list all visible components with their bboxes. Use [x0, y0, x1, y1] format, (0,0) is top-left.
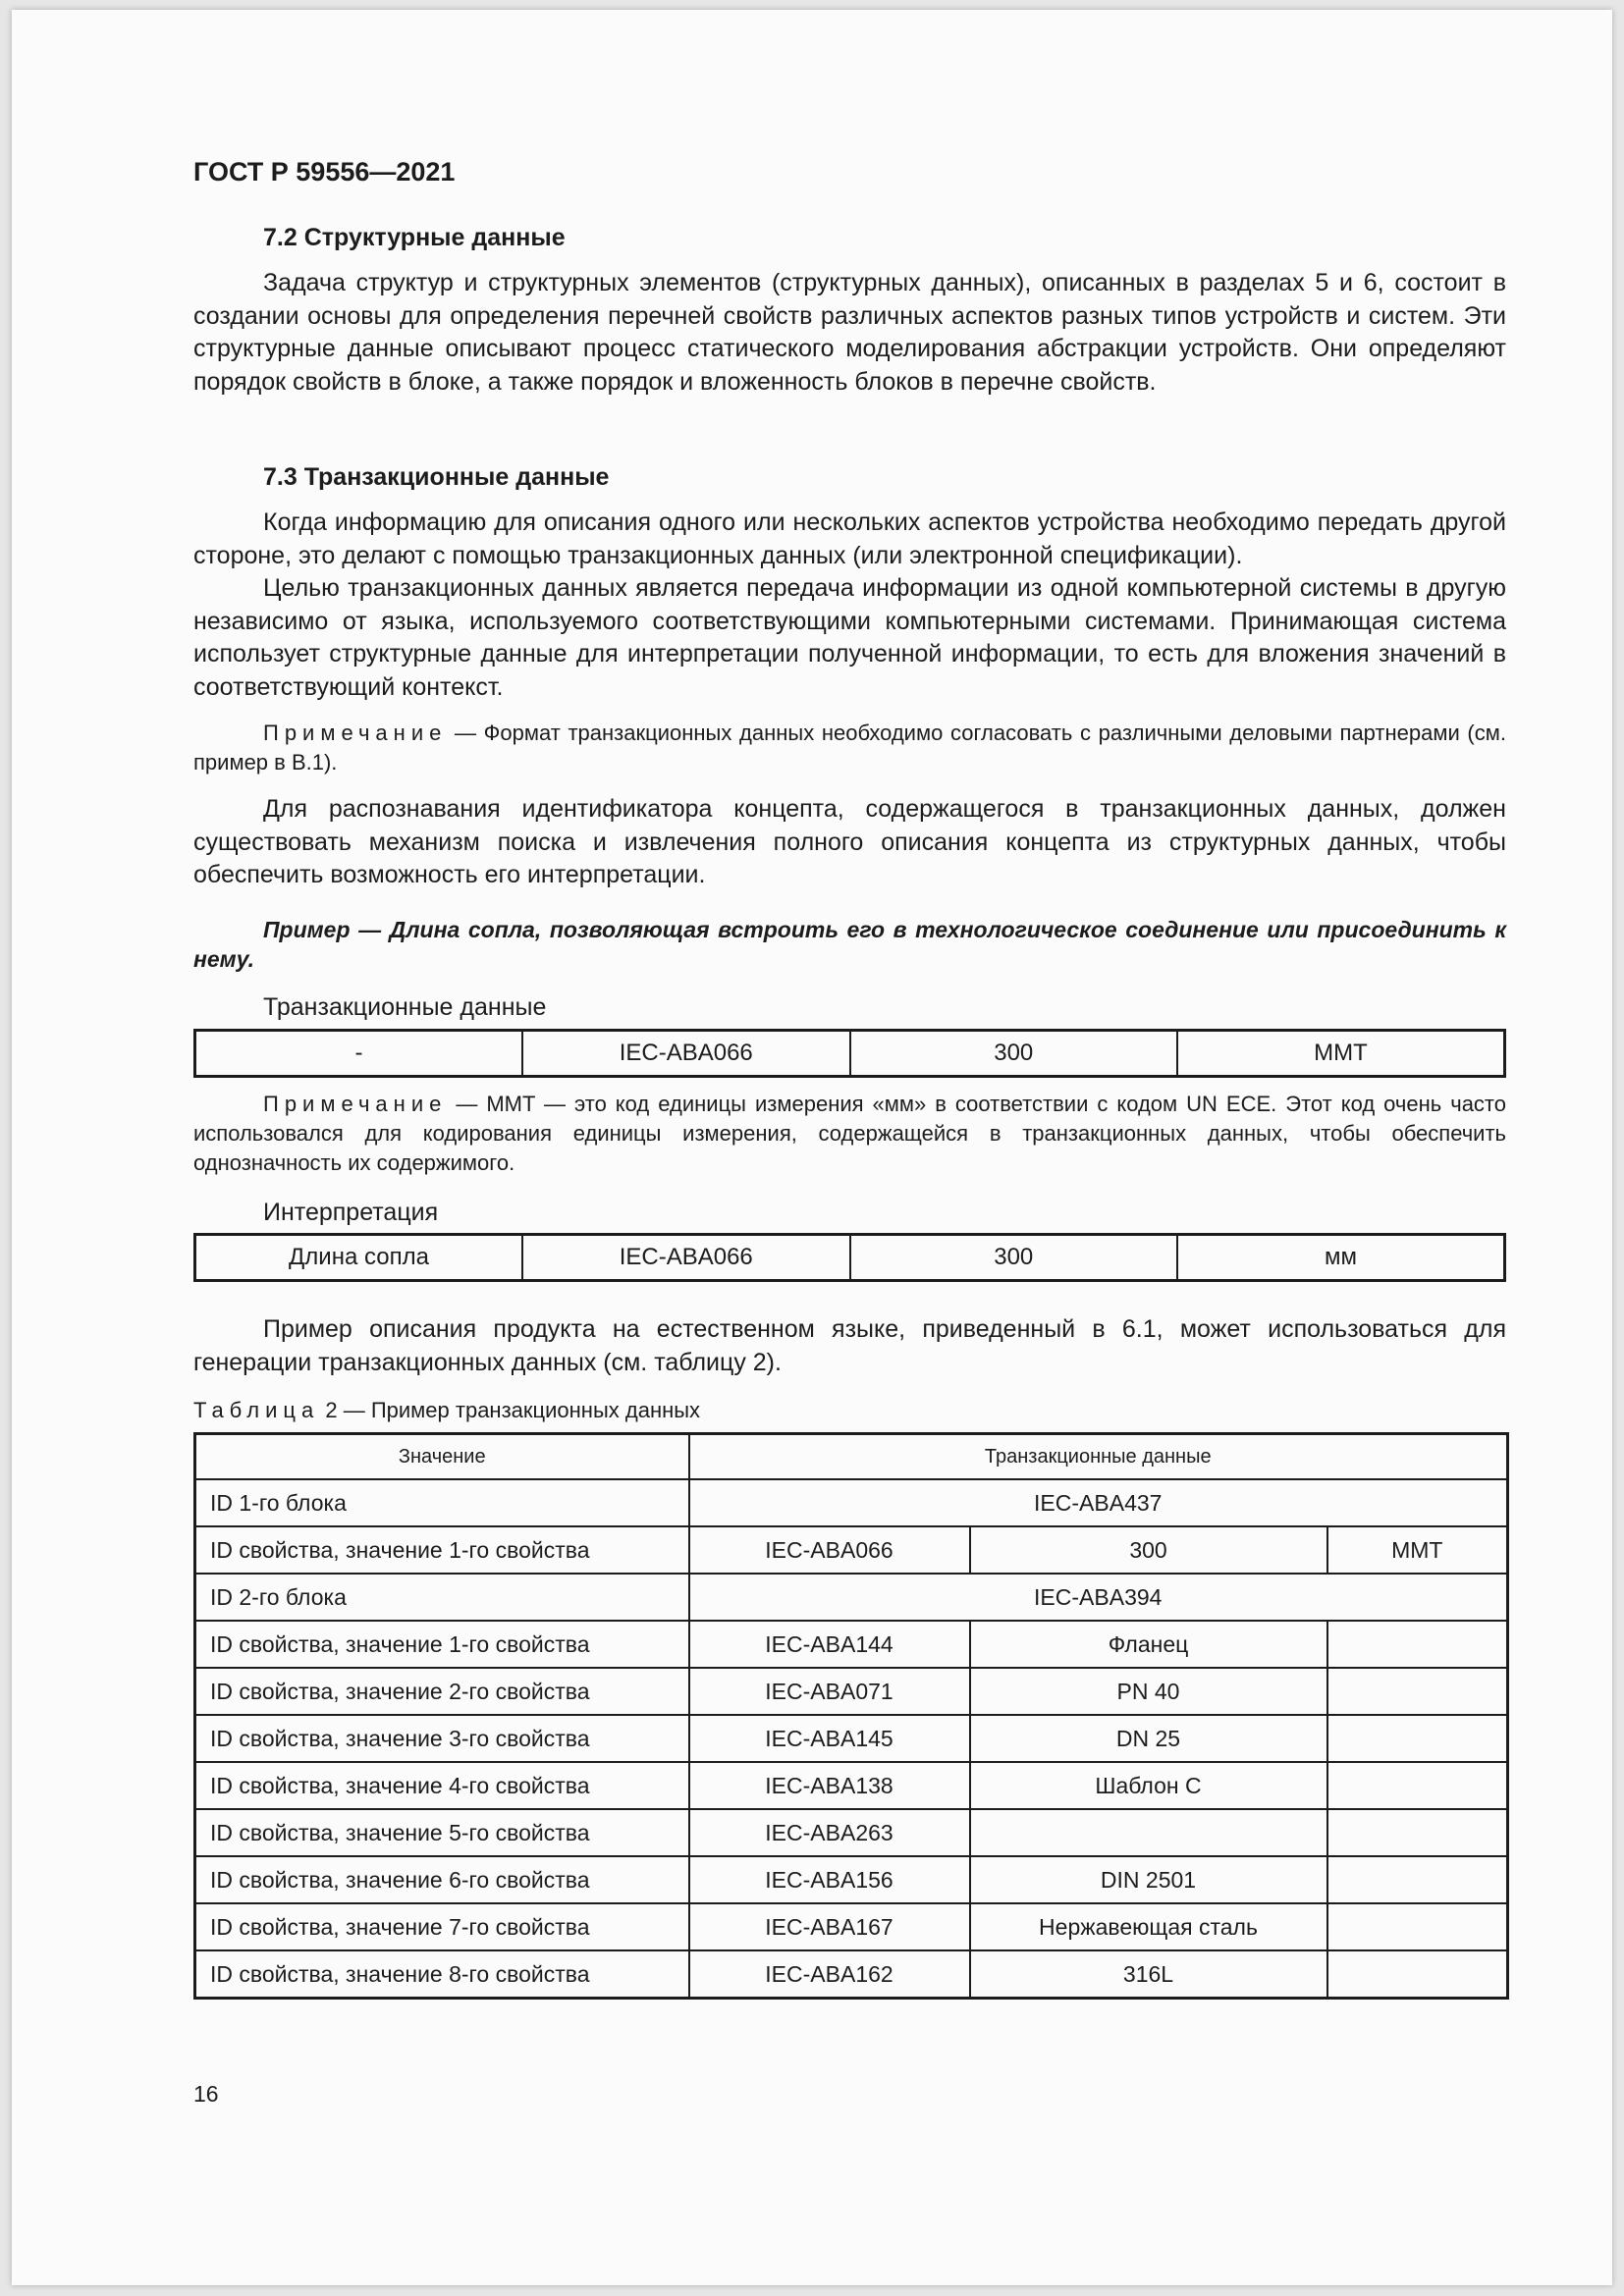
property-unit-cell: [1327, 1715, 1508, 1762]
interpretation-table: [193, 1233, 1506, 1282]
block-id-cell: IEC-ABA394: [689, 1574, 1508, 1621]
table-row: [195, 1668, 1508, 1715]
interpretation-cell: IEC-ABA066: [522, 1235, 850, 1281]
table-2-caption-text: 2 — Пример транзакционных данных: [319, 1398, 701, 1422]
property-value-cell: PN 40: [970, 1668, 1327, 1715]
row-label: ID свойства, значение 1-го свойства: [195, 1621, 689, 1668]
section-7-2-title: 7.2 Структурные данные: [263, 224, 566, 251]
property-unit-cell: MMT: [1327, 1526, 1508, 1574]
table-row: [195, 1762, 1508, 1809]
section-7-3-title: 7.3 Транзакционные данные: [263, 463, 610, 491]
property-id-cell: IEC-ABA145: [689, 1715, 970, 1762]
interpretation-cell: мм: [1177, 1235, 1505, 1281]
table-2-caption: [193, 1398, 700, 1423]
property-unit-cell: [1327, 1668, 1508, 1715]
property-unit-cell: [1327, 1856, 1508, 1903]
row-label: ID свойства, значение 8-го свойства: [195, 1950, 689, 1999]
transaction-cell: IEC-ABA066: [522, 1031, 850, 1077]
transaction-data-table: [193, 1029, 1506, 1078]
example-text: Пример — Длина сопла, позволяющая встроить его в технологическое соединение или присоединить к нему.: [193, 917, 1506, 972]
property-value-cell: DIN 2501: [970, 1856, 1327, 1903]
note-2-label: Примечание: [263, 1092, 448, 1116]
section-7-3-paragraph-1: Когда информацию для описания одного или нескольких аспектов устройства необходимо передать другой стороне, это делают с помощью транзакционных данных (или электронной спецификации).: [193, 508, 1506, 569]
interpretation-label: Интерпретация: [263, 1199, 439, 1226]
column-header-value: Значение: [195, 1434, 689, 1480]
property-unit-cell: [1327, 1950, 1508, 1999]
property-id-cell: IEC-ABA263: [689, 1809, 970, 1856]
interpretation-cell: 300: [850, 1235, 1178, 1281]
row-label: ID свойства, значение 4-го свойства: [195, 1762, 689, 1809]
table-row: [195, 1950, 1508, 1999]
property-unit-cell: [1327, 1903, 1508, 1950]
table-2-header-row: [195, 1434, 1508, 1480]
table-row: [195, 1479, 1508, 1526]
section-7-2-paragraph: Задача структур и структурных элементов (структурных данных), описанных в разделах 5 и 6, состоит в создании основы для определения перечней свойств различных аспектов разных типов устройств и систем. Эти структурные данные описывают процесс статического моделирования абстракции устройств. Они определяют порядок свойств в блоке, а также порядок и вложенность блоков в перечне свойств.: [193, 269, 1506, 396]
property-id-cell: IEC-ABA167: [689, 1903, 970, 1950]
document-header: ГОСТ Р 59556—2021: [193, 157, 456, 187]
row-label: ID свойства, значение 1-го свойства: [195, 1526, 689, 1574]
table-row: [195, 1574, 1508, 1621]
property-id-cell: IEC-ABA144: [689, 1621, 970, 1668]
property-value-cell: Шаблон С: [970, 1762, 1327, 1809]
row-label: ID свойства, значение 6-го свойства: [195, 1856, 689, 1903]
table-2: [193, 1432, 1509, 2000]
table-row: [195, 1903, 1508, 1950]
transaction-data-label: Транзакционные данные: [263, 993, 547, 1021]
property-value-cell: DN 25: [970, 1715, 1327, 1762]
property-id-cell: IEC-ABA138: [689, 1762, 970, 1809]
property-id-cell: IEC-ABA162: [689, 1950, 970, 1999]
table-row: [195, 1809, 1508, 1856]
property-value-cell: Нержавеющая сталь: [970, 1903, 1327, 1950]
table-row: [195, 1526, 1508, 1574]
transaction-cell: 300: [850, 1031, 1178, 1077]
note-1: [193, 719, 1506, 777]
property-unit-cell: [1327, 1762, 1508, 1809]
row-label: ID свойства, значение 5-го свойства: [195, 1809, 689, 1856]
note-2: [193, 1090, 1506, 1178]
note-1-text: — Формат транзакционных данных необходимо согласовать с различными деловыми партнерами (см. пример в В.1).: [193, 721, 1506, 774]
property-id-cell: IEC-ABA066: [689, 1526, 970, 1574]
table-row: [195, 1621, 1508, 1668]
property-value-cell: 316L: [970, 1950, 1327, 1999]
block-id-cell: IEC-ABA437: [689, 1479, 1508, 1526]
note-1-label: Примечание: [263, 721, 448, 745]
section-7-3-paragraph-4: Пример описания продукта на естественном языке, приведенный в 6.1, может использоваться для генерации транзакционных данных (см. таблицу 2).: [193, 1315, 1506, 1376]
document-page: [12, 10, 1612, 2285]
property-id-cell: IEC-ABA071: [689, 1668, 970, 1715]
property-value-cell: [970, 1809, 1327, 1856]
row-label: ID свойства, значение 2-го свойства: [195, 1668, 689, 1715]
row-label: ID свойства, значение 3-го свойства: [195, 1715, 689, 1762]
property-unit-cell: [1327, 1809, 1508, 1856]
property-unit-cell: [1327, 1621, 1508, 1668]
table-2-caption-label: Таблица: [193, 1398, 320, 1422]
note-2-text: — MMT — это код единицы измерения «мм» в соответствии с кодом UN ECE. Этот код очень часто использовался для кодирования единицы измерения, содержащейся в транзакционных данных, чтобы обеспечить однозначность их содержимого.: [193, 1092, 1506, 1175]
property-id-cell: IEC-ABA156: [689, 1856, 970, 1903]
row-label: ID 2-го блока: [195, 1574, 689, 1621]
table-row: [195, 1856, 1508, 1903]
transaction-cell: MMT: [1177, 1031, 1505, 1077]
column-header-transaction-data: Транзакционные данные: [689, 1434, 1508, 1480]
section-7-3-paragraph-3: Для распознавания идентификатора концепта, содержащегося в транзакционных данных, должен существовать механизм поиска и извлечения полного описания концепта из структурных данных, чтобы обеспечить возможность его интерпретации.: [193, 795, 1506, 888]
transaction-cell: -: [195, 1031, 523, 1077]
interpretation-cell: Длина сопла: [195, 1235, 523, 1281]
row-label: ID свойства, значение 7-го свойства: [195, 1903, 689, 1950]
table-row: [195, 1715, 1508, 1762]
row-label: ID 1-го блока: [195, 1479, 689, 1526]
property-value-cell: 300: [970, 1526, 1327, 1574]
property-value-cell: Фланец: [970, 1621, 1327, 1668]
section-7-3-paragraph-2: Целью транзакционных данных является передача информации из одной компьютерной системы в другую независимо от языка, используемого соответствующими компьютерными системами. Принимающая система использует структурные данные для интерпретации полученной информации, то есть для вложения значений в соответствующий контекст.: [193, 574, 1506, 701]
page-number: 16: [193, 2081, 219, 2107]
